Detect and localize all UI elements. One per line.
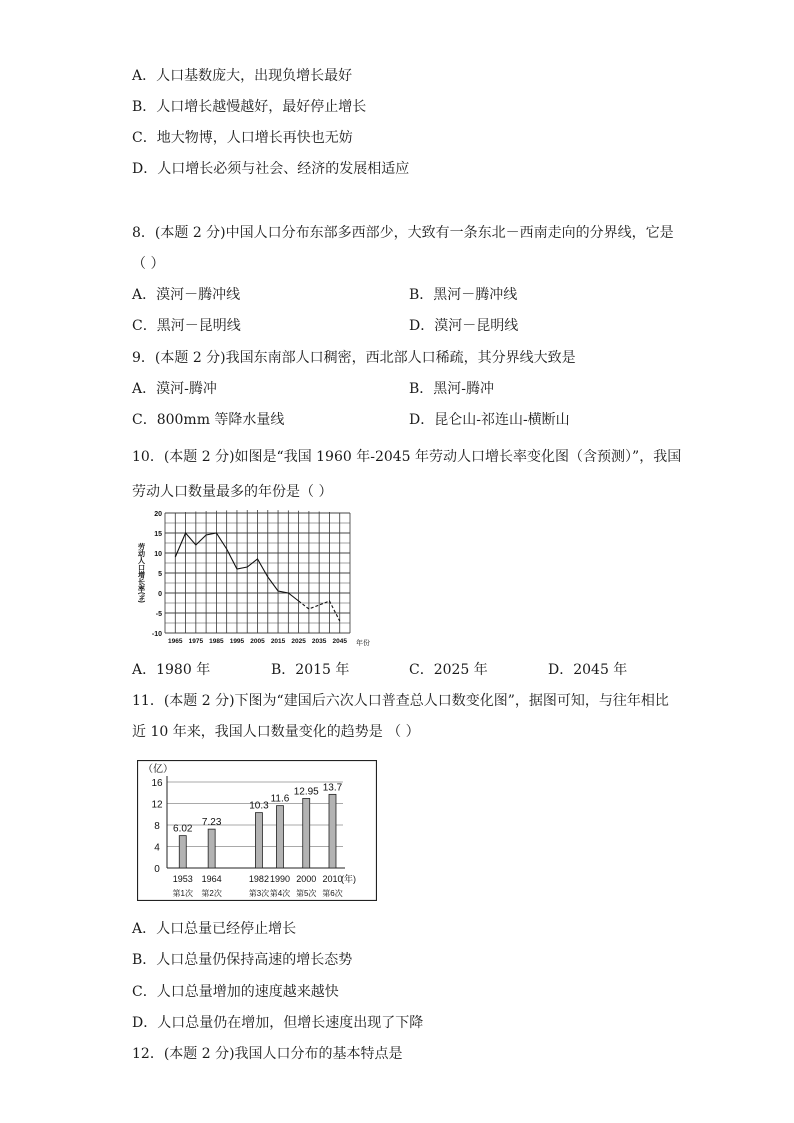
bar-value-label: 11.6 <box>270 793 290 805</box>
population-bar <box>179 836 186 868</box>
q9-stem: 9．(本题 2 分)我国东南部人口稠密，西北部人口稀疏，其分界线大致是 <box>132 350 576 366</box>
y-tick-label: 15 <box>154 531 162 538</box>
y-tick-label: -5 <box>155 611 162 618</box>
bar-value-label: 7.23 <box>201 817 222 829</box>
y-tick-label: 4 <box>154 842 160 854</box>
x-tick-label: 2000 <box>296 874 317 884</box>
q11-stem: 11．(本题 2 分)下图为“建国后六次人口普查总人口数变化图”，据图可知，与往年相比 <box>132 693 669 709</box>
q7-option-b: B．人口增长越慢越好，最好停止增长 <box>132 99 367 115</box>
y-tick-label: 0 <box>158 591 162 598</box>
x-tick-label: 2015 <box>270 638 286 645</box>
y-unit-label: （亿） <box>143 764 173 775</box>
bar-value-label: 6.02 <box>173 823 193 835</box>
q11-option-c: C．人口总量增加的速度越来越快 <box>132 984 339 1000</box>
q12-stem: 12．(本题 2 分)我国人口分布的基本特点是 <box>132 1046 403 1062</box>
x-axis-label: 年份 <box>356 640 370 647</box>
y-tick-label: 5 <box>158 571 162 578</box>
y-tick-label: -10 <box>151 631 162 638</box>
x-unit-label: (年) <box>341 874 356 884</box>
q10-option-c: C．2025 年 <box>409 662 488 678</box>
y-tick-label: 8 <box>154 821 160 832</box>
y-tick-label: 16 <box>151 778 163 789</box>
q11-option-b: B．人口总量仍保持高速的增长态势 <box>132 952 353 968</box>
labor-growth-line-chart <box>132 505 374 653</box>
q9-option-d: D．昆仑山-祁连山-横断山 <box>409 412 570 428</box>
population-bar <box>329 794 336 868</box>
q10-option-b: B．2015 年 <box>271 662 350 678</box>
x-tick-labels <box>168 638 347 645</box>
population-bar <box>276 806 283 868</box>
y-axis-label: 劳动人口增长率(%) <box>137 543 145 603</box>
y-tick-label: 12 <box>151 799 163 811</box>
x-tick-label: 2035 <box>311 638 327 645</box>
q11-option-a: A．人口总量已经停止增长 <box>132 921 297 937</box>
q7-option-a: A．人口基数庞大，出现负增长最好 <box>132 68 353 84</box>
bar-value-label: 12.95 <box>293 786 319 798</box>
q8-stem: 8．(本题 2 分)中国人口分布东部多西部少，大致有一条东北－西南走向的分界线，它是 <box>132 225 674 241</box>
q8-stem-paren: （ ） <box>132 256 165 272</box>
census-label: 第5次 <box>295 889 317 898</box>
y-tick-labels <box>152 511 162 638</box>
q8-option-c: C．黑河－昆明线 <box>132 318 241 334</box>
x-tick-label: 1985 <box>209 638 224 645</box>
x-tick-label: 1964 <box>201 874 222 884</box>
q8-option-a: A．漠河－腾冲线 <box>132 287 241 303</box>
x-tick-label: 2045 <box>332 638 347 645</box>
q8-option-d: D．漠河－昆明线 <box>409 318 519 334</box>
q9-option-c: C．800mm 等降水量线 <box>132 412 285 428</box>
x-tick-label: 1990 <box>269 874 290 884</box>
q10-stem-cont: 劳动人口数量最多的年份是（ ） <box>132 484 333 500</box>
x-tick-label: 1965 <box>168 638 183 645</box>
x-tick-label: 1995 <box>229 638 245 645</box>
q9-option-b: B．黑河-腾冲 <box>409 381 495 397</box>
y-tick-label: 10 <box>154 551 162 558</box>
y-tick-label: 20 <box>154 511 162 518</box>
q7-option-c: C．地大物博，人口增长再快也无妨 <box>132 130 353 146</box>
q8-option-b: B．黑河－腾冲线 <box>409 287 518 303</box>
population-bar <box>255 813 262 868</box>
y-tick-label: 0 <box>154 864 160 875</box>
q10-option-a: A．1980 年 <box>132 662 211 678</box>
x-tick-label: 1953 <box>172 874 193 884</box>
q7-option-d: D．人口增长必须与社会、经济的发展相适应 <box>132 161 410 177</box>
chart-grid <box>165 510 350 633</box>
q10-option-d: D．2045 年 <box>548 662 628 678</box>
census-label: 第4次 <box>269 889 291 898</box>
x-tick-label: 1982 <box>248 874 269 884</box>
census-label: 第6次 <box>322 889 343 898</box>
q11-stem-cont: 近 10 年来，我国人口数量变化的趋势是 （ ） <box>132 724 420 740</box>
census-label: 第1次 <box>172 889 193 898</box>
x-tick-label: 1975 <box>188 638 204 645</box>
census-population-bar-chart <box>137 760 377 901</box>
q11-option-d: D．人口总量仍在增加，但增长速度出现了下降 <box>132 1015 424 1031</box>
x-tick-label: 2010 <box>322 874 343 884</box>
x-tick-label: 2005 <box>250 638 265 645</box>
population-bar <box>208 829 215 868</box>
q10-stem: 10．(本题 2 分)如图是“我国 1960 年-2045 年劳动人口增长率变化图（含预测）”，我国 <box>132 449 682 465</box>
x-tick-label: 2025 <box>291 638 306 645</box>
bar-value-label: 13.7 <box>322 782 343 794</box>
bar-value-label: 10.3 <box>249 800 269 812</box>
census-label: 第2次 <box>201 889 222 898</box>
population-bar <box>303 798 310 868</box>
census-label: 第3次 <box>248 889 270 898</box>
q9-option-a: A．漠河-腾冲 <box>132 381 217 397</box>
